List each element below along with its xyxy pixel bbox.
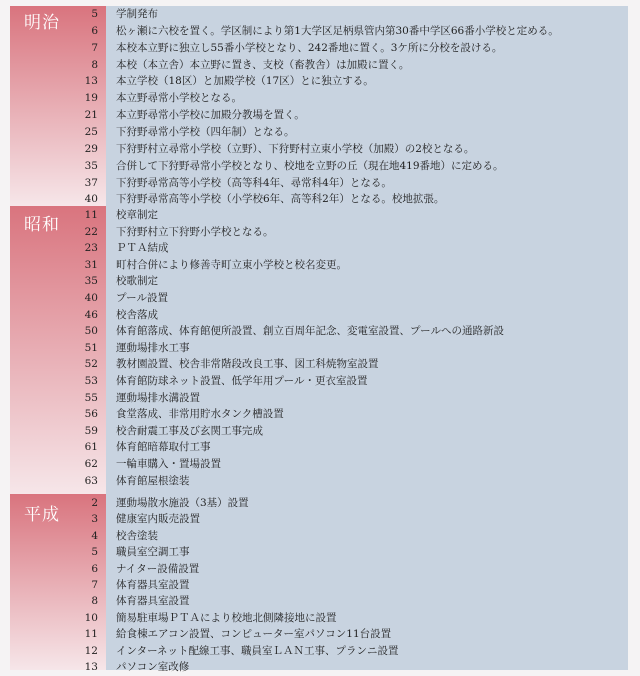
event-text: 町村合併により修善寺町立東小学校と校名変更。 [116,258,347,271]
event-text: 職員室空調工事 [116,546,190,559]
event-text: 簡易駐車場ＰＴＡにより校地北側隣接地に設置 [116,611,337,624]
event-text: 本立野尋常小学校となる。 [116,92,242,105]
event-text: 下狩野尋常高等小学校（高等科4年、尋常科4年）となる。 [116,176,392,189]
event-text: 下狩野村立尋常小学校（立野）、下狩野村立東小学校（加殿）の2校となる。 [116,142,475,155]
event-text: 校歌制定 [116,275,158,288]
year-number: 2 [91,497,98,509]
event-text: 下狩野村立下狩野小学校となる。 [116,225,274,238]
year-number: 62 [84,458,98,470]
event-text: 体育器具室設置 [116,579,190,591]
event-text: 校舎塗装 [116,529,158,542]
year-number: 21 [84,109,98,122]
event-text: 運動場排水工事 [116,341,190,354]
event-text: 校章制定 [116,209,158,221]
event-text: 体育館落成、体育館便所設置、創立百周年記念、変電室設置、プールへの通路新設 [116,325,504,338]
event-text: パソコン室改修 [116,661,190,673]
event-text: 健康室内販売設置 [116,513,200,526]
year-number: 11 [84,209,98,221]
year-number: 29 [84,142,98,155]
event-text: 校舎耐震工事及び玄関工事完成 [116,424,263,437]
year-number: 12 [84,644,98,657]
year-number: 61 [84,441,98,454]
event-text: 運動場散水施設（3基）設置 [116,497,249,509]
year-number: 25 [84,125,98,138]
year-number: 35 [84,275,98,288]
event-text: 下狩野尋常小学校（四年制）となる。 [116,125,295,138]
year-number: 63 [84,474,98,487]
era-label: 平成 [24,505,60,525]
era-label: 明治 [24,13,60,33]
year-number: 7 [91,41,98,54]
year-number: 55 [84,391,98,404]
event-text: 一輪車購入・置場設置 [116,458,221,470]
year-number: 10 [84,611,98,624]
event-text: 校舎落成 [116,308,158,321]
event-text: 体育館防球ネット設置、低学年用プール・更衣室設置 [116,375,368,387]
year-number: 6 [91,562,98,575]
year-number: 46 [84,308,98,321]
event-text: 松ヶ瀬に六校を置く。学区制により第1大学区足柄県管内第30番中学区66番小学校と定める。 [116,24,559,37]
year-number: 59 [84,424,98,437]
year-number: 7 [91,579,98,591]
year-number: 5 [91,8,98,20]
year-number: 40 [84,193,98,206]
event-text: ナイター設備設置 [116,562,200,575]
year-number: 6 [91,24,98,37]
year-number: 13 [84,661,98,673]
year-number: 40 [84,292,98,304]
year-number: 4 [91,529,98,542]
event-text: 教材園設置、校舎非常階段改良工事、図工科焼物室設置 [116,358,379,371]
event-text: 本校本立野に独立し55番小学校となり、242番地に置く。3ケ所に分校を設ける。 [116,41,503,54]
year-number: 8 [91,595,98,608]
event-text: 学制発布 [116,8,158,20]
year-number: 50 [84,325,98,338]
year-number: 23 [84,242,98,255]
event-text: 給食棟エアコン設置、コンピューター室パソコン11台設置 [116,628,392,641]
year-number: 35 [84,159,98,172]
year-number: 19 [84,92,98,105]
event-text: 体育器具室設置 [116,595,190,608]
event-text: インターネット配線工事、職員室ＬＡＮ工事、プランニ設置 [116,644,399,657]
event-text: 本立学校（18区）と加殿学校（17区）とに独立する。 [116,75,374,88]
era-label: 昭和 [24,215,60,235]
year-number: 22 [84,225,98,238]
year-number: 31 [84,258,98,271]
event-text: 合併して下狩野尋常小学校となり、校地を立野の丘（現在地419番地）に定める。 [116,159,504,172]
event-text: 下狩野尋常高等小学校（小学校6年、高等科2年）となる。校地拡張。 [116,193,445,206]
year-number: 13 [84,75,98,88]
event-text: 食堂落成、非常用貯水タンク槽設置 [116,408,284,421]
year-number: 53 [84,375,98,387]
event-text: プール設置 [116,292,168,304]
event-text: 体育館屋根塗装 [116,474,190,487]
event-text: ＰＴＡ結成 [116,242,169,255]
year-number: 51 [84,341,98,354]
event-text: 運動場排水溝設置 [116,391,200,404]
year-number: 56 [84,408,98,421]
event-text: 本校（本立舎）本立野に置き、支校（畜教舎）は加殿に置く。 [116,58,410,71]
year-number: 11 [84,628,98,641]
event-text: 体育館暗幕取付工事 [116,441,211,454]
year-number: 8 [91,58,98,71]
year-number: 5 [91,546,98,559]
event-text: 本立野尋常小学校に加殿分教場を置く。 [116,109,305,122]
year-number: 37 [84,176,98,189]
year-number: 52 [84,358,98,371]
year-number: 3 [91,513,98,526]
